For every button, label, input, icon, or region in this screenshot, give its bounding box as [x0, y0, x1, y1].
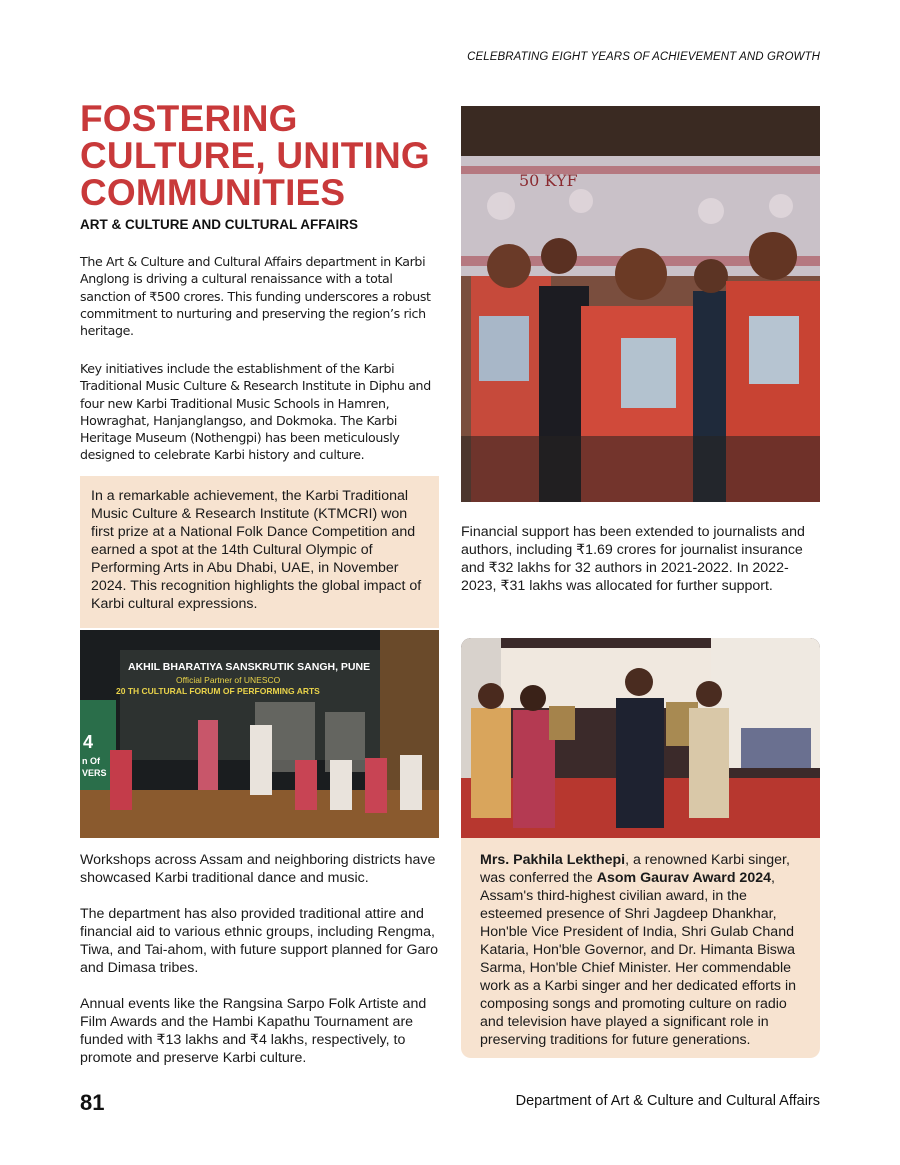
attire-aid-paragraph: The department has also provided traditional attire and financial aid to various ethnic groups, including Rengma, Tiwa, and Tai-ahom, with future support planned for Garo and Dimasa tribes.	[80, 906, 439, 976]
intro-paragraph: The Art & Culture and Cultural Affairs department in Karbi Anglong is driving a cultural renaissance with a total sanction of ₹500 crores. This funding underscores a robust commitment to nurturing and preserving the region’s rich heritage.	[80, 254, 431, 339]
dance-side-number: 4	[83, 732, 94, 752]
ktmcri-achievement-text: In a remarkable achievement, the Karbi Traditional Music Culture & Research Institute (KTMCRI) won first prize at a National Folk Dance Competition and earned a spot at the 14th Cultural Olympic of Performing Arts in Abu Dhabi, UAE, in November 2024. This recognition highlights the global impact of Karbi cultural expressions.	[91, 488, 422, 612]
highlight-box	[80, 476, 439, 628]
dance-side-text-2: VERS	[82, 768, 107, 778]
award-text-b: , Assam's third-highest civilian award, in the esteemed presence of Shri Jagdeep Dhankhar, Hon'ble Vice President of India, Shri Gulab Chand Kataria, Hon'ble Governor, and Dr. Himanta Biswa Sarma, Hon'ble Chief Minister. Her commendable work as a Karbi singer and her dedicated efforts in composing songs and promoting culture on radio and television have played a significant role in preserving traditions for future generations.	[480, 870, 796, 1048]
dance-side-text: n Of	[82, 756, 100, 766]
financial-support-paragraph: Financial support has been extended to journalists and authors, including ₹1.69 crores for journalist insurance and ₹32 lakhs for 32 authors in 2021-2022. In 2022-2023, ₹31 lakhs was allocated for further support.	[461, 524, 805, 594]
award-ceremony-photo	[461, 638, 820, 838]
dance-banner-subtitle: Official Partner of UNESCO	[176, 675, 281, 685]
page-number: 81	[80, 1090, 105, 1115]
banner-logo-text: 50 KYF	[519, 171, 578, 190]
title-line-1: FOSTERING	[80, 98, 298, 139]
book-release-photo	[461, 106, 820, 502]
title-line-3: COMMUNITIES	[80, 172, 346, 213]
folk-dance-photo	[80, 630, 439, 838]
initiatives-paragraph: Key initiatives include the establishment of the Karbi Traditional Music Culture & Research Institute in Diphu and four new Karbi Traditional Music Schools in Hamren, Howraghat, Hanjanglangso, and Dokmoka. The Karbi Heritage Museum (Nothengpi) has been meticulously designed to celebrate Karbi history and culture.	[80, 361, 431, 463]
page-title	[80, 100, 450, 211]
lower-left-column	[80, 851, 440, 1085]
award-text-a: , a renowned Karbi singer, was conferred the	[480, 852, 790, 886]
awardee-name: Mrs. Pakhila Lekthepi	[480, 852, 626, 868]
annual-events-paragraph: Annual events like the Rangsina Sarpo Folk Artiste and Film Awards and the Hambi Kapathu Tournament are funded with ₹13 lakhs and ₹4 lakhs, respectively, to promote and preserve Karbi culture.	[80, 996, 427, 1066]
award-name: Asom Gaurav Award 2024	[596, 870, 771, 886]
section-subtitle: ART & CULTURE AND CULTURAL AFFAIRS	[80, 217, 358, 232]
running-head: CELEBRATING EIGHT YEARS OF ACHIEVEMENT AND GROWTH	[467, 51, 820, 63]
footer-department: Department of Art & Culture and Cultural Affairs	[515, 1093, 820, 1109]
dance-banner-forum: 20 TH CULTURAL FORUM OF PERFORMING ARTS	[116, 686, 320, 696]
title-line-2: CULTURE, UNITING	[80, 135, 430, 176]
workshops-paragraph: Workshops across Assam and neighboring districts have showcased Karbi traditional dance and music.	[80, 852, 436, 886]
dance-banner-title: AKHIL BHARATIYA SANSKRUTIK SANGH, PUNE	[128, 661, 371, 673]
award-box	[461, 838, 820, 1058]
